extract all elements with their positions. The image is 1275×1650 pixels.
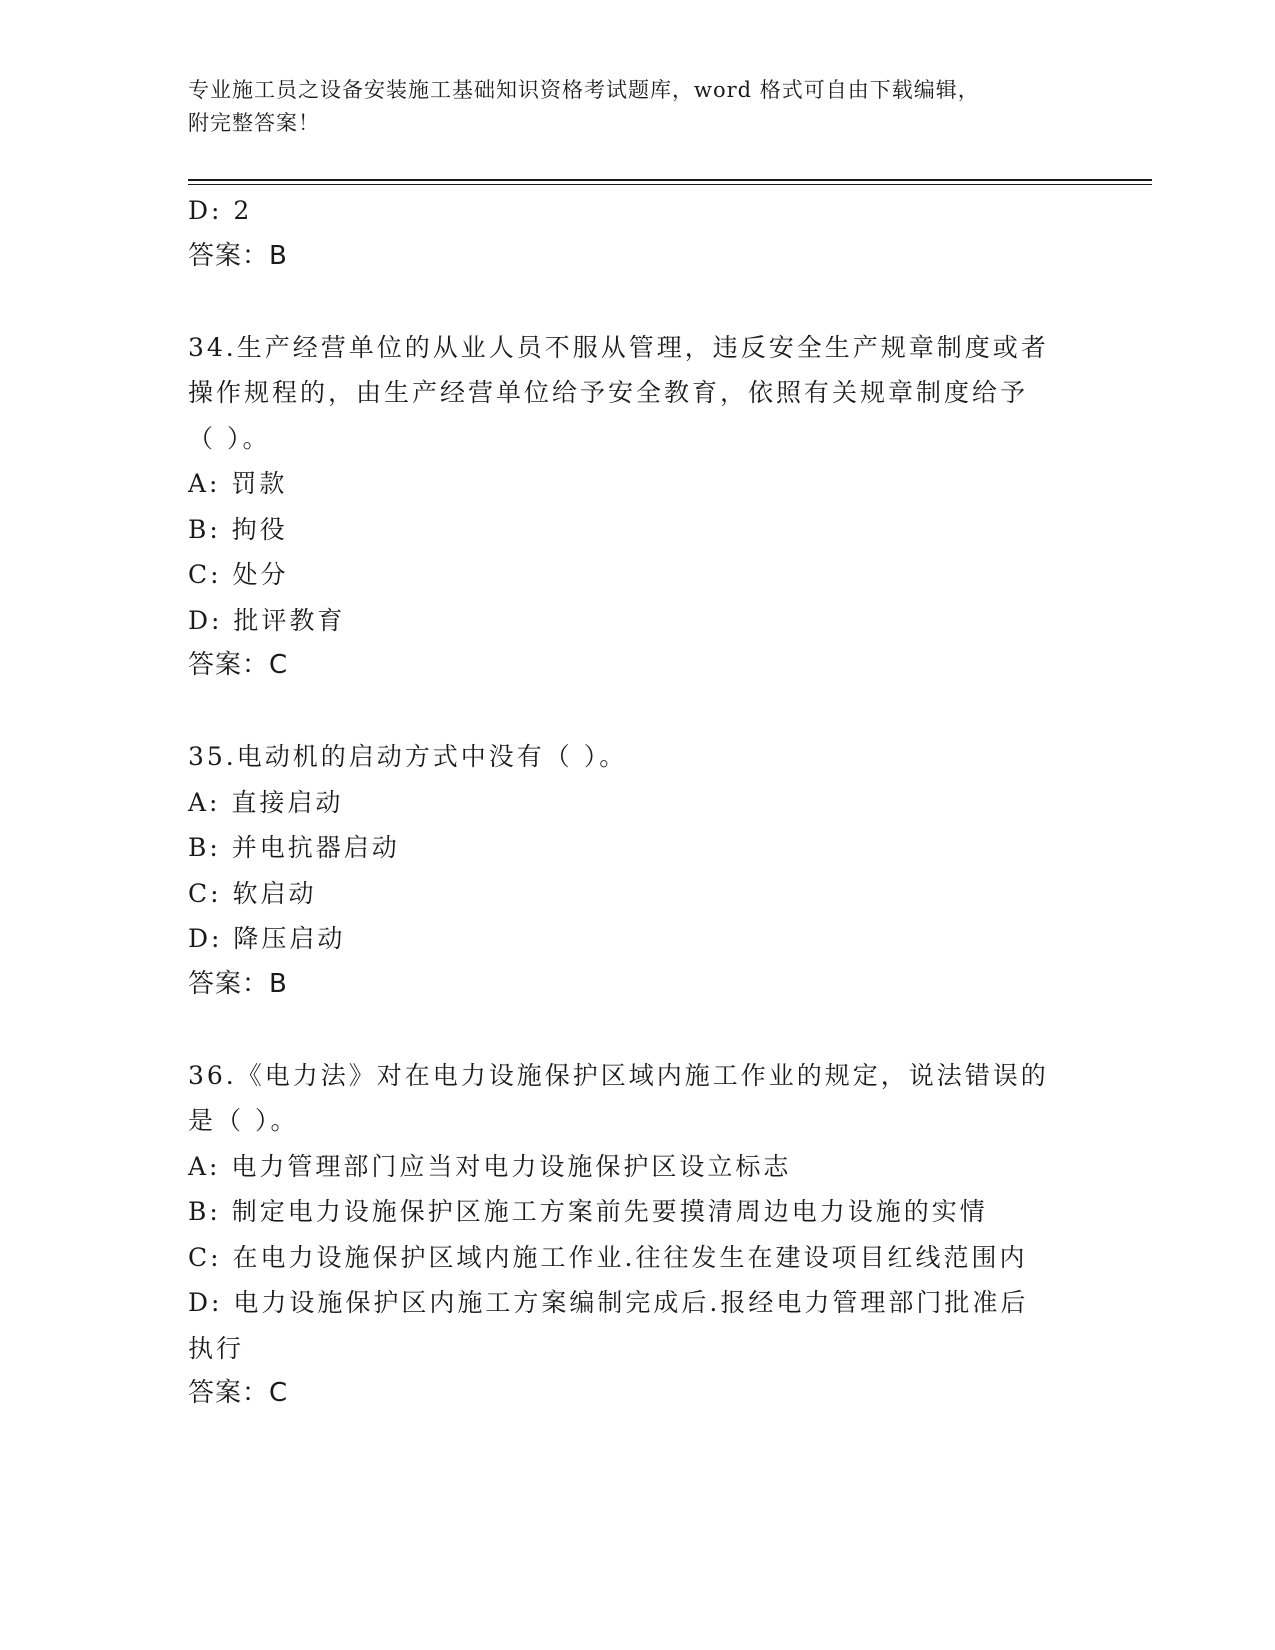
option-a: A: 罚款 (188, 469, 288, 498)
header-divider-thick (188, 179, 1152, 181)
question-text-line: 34.生产经营单位的从业人员不服从管理，违反安全生产规章制度或者 (188, 332, 1049, 362)
question-text-line: 是（ ）。 (188, 1106, 299, 1135)
answer: 答案：C (188, 650, 289, 680)
question-35 (188, 734, 1088, 1007)
option-d: D: 降压启动 (188, 924, 346, 953)
spacer (188, 1007, 1088, 1053)
option-a: A: 电力管理部门应当对电力设施保护区设立标志 (188, 1151, 792, 1181)
option-c: C: 软启动 (188, 878, 317, 908)
question-text-line: （ ）。 (188, 423, 271, 453)
question-34 (188, 325, 1088, 689)
prev-answer: 答案：B (188, 240, 288, 271)
option-c: C: 在电力设施保护区域内施工作业.往往发生在建设项目红线范围内 (188, 1242, 1028, 1272)
question-text-line: 36.《电力法》对在电力设施保护区域内施工作业的规定，说法错误的 (188, 1060, 1049, 1090)
spacer (188, 689, 1088, 735)
document-header (188, 74, 1088, 140)
option-d: D: 电力设施保护区内施工方案编制完成后.报经电力管理部门批准后 (188, 1288, 1029, 1317)
header-divider-thin (188, 184, 1152, 185)
option-a: A: 直接启动 (188, 787, 344, 817)
option-d: D: 批评教育 (188, 605, 346, 635)
question-text-line: 35.电动机的启动方式中没有（ ）。 (188, 742, 628, 771)
answer: 答案：B (188, 968, 288, 999)
option-c: C: 处分 (188, 560, 289, 589)
option-d-continued: 执行 (188, 1333, 245, 1363)
question-text-line: 操作规程的，由生产经营单位给予安全教育，依照有关规章制度给予 (188, 378, 1029, 407)
header-line-2: 附完整答案！ (188, 111, 320, 135)
option-b: B: 制定电力设施保护区施工方案前先要摸清周边电力设施的实情 (188, 1197, 988, 1226)
prev-option-d: D: 2 (188, 196, 253, 225)
answer: 答案：C (188, 1378, 289, 1408)
question-content (188, 188, 1088, 1417)
question-36 (188, 1053, 1088, 1417)
header-line-1: 专业施工员之设备安装施工基础知识资格考试题库，word 格式可自由下载编辑， (188, 78, 980, 102)
spacer (188, 279, 1088, 325)
option-b: B: 拘役 (188, 514, 288, 544)
option-b: B: 并电抗器启动 (188, 833, 400, 862)
